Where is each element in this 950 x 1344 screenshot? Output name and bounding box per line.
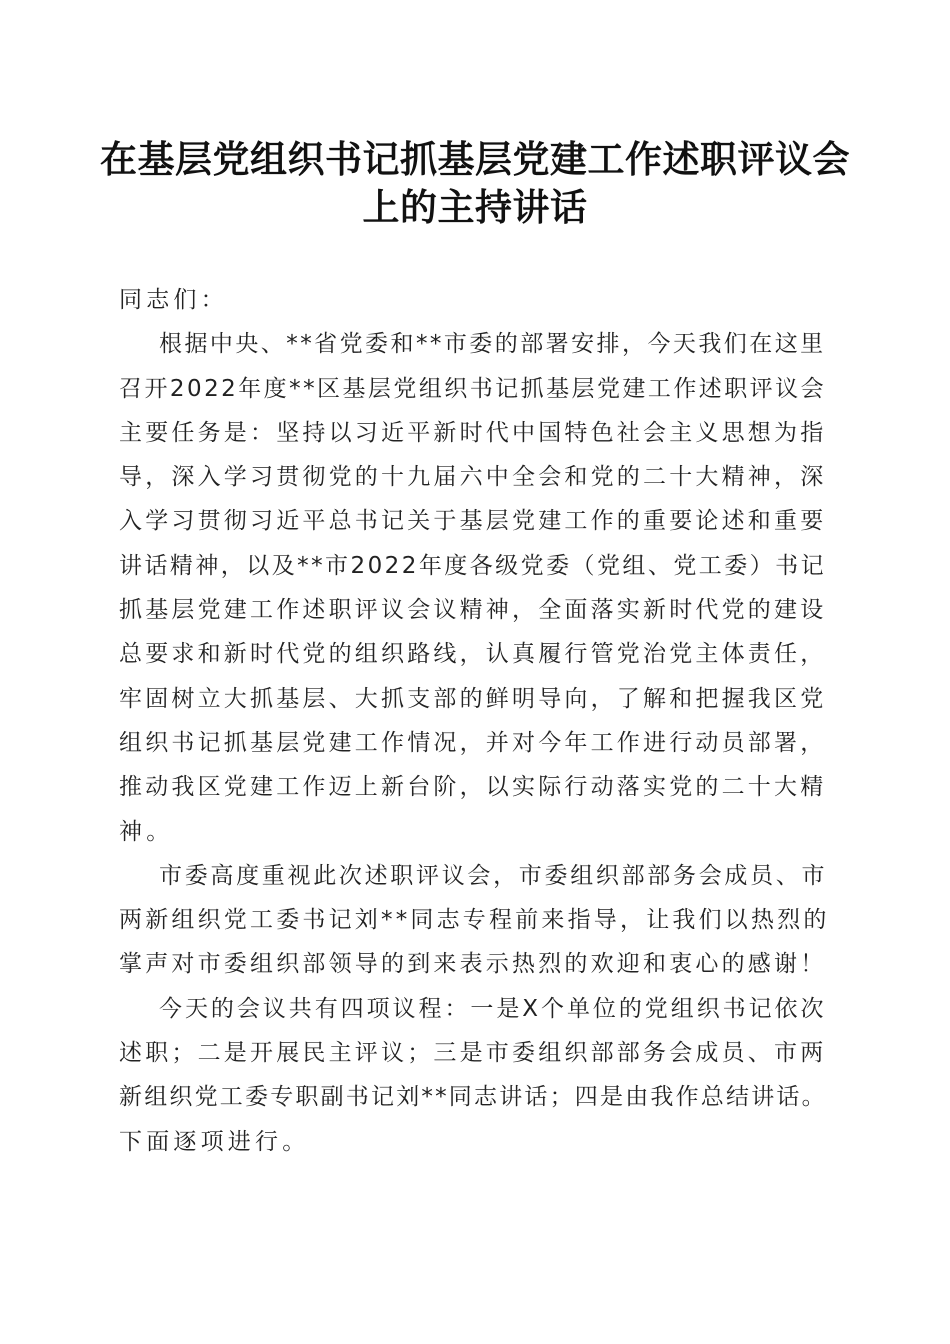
paragraph-line: 下面逐项进行。 bbox=[119, 1128, 310, 1155]
paragraph-line: 述职；二是开展民主评议；三是市委组织部部务会成员、市两 bbox=[119, 1040, 827, 1067]
paragraph-line: 神。 bbox=[119, 818, 174, 845]
paragraph-line: 讲话精神，以及**市2022年度各级党委（党组、党工委）书记 bbox=[119, 552, 827, 579]
paragraph-line: 今天的会议共有四项议程：一是X个单位的党组织书记依次 bbox=[159, 995, 827, 1022]
paragraph-line: 新组织党工委专职副书记刘**同志讲话；四是由我作总结讲话。 bbox=[119, 1084, 827, 1111]
paragraph-line: 组织书记抓基层党建工作情况，并对今年工作进行动员部署， bbox=[119, 729, 827, 756]
paragraph-2 bbox=[119, 854, 831, 987]
paragraph-line: 抓基层党建工作述职评议会议精神，全面落实新时代党的建设 bbox=[119, 597, 827, 624]
paragraph-line: 两新组织党工委书记刘**同志专程前来指导，让我们以热烈的 bbox=[119, 907, 830, 934]
salutation: 同志们： bbox=[119, 287, 228, 313]
paragraph-3 bbox=[119, 987, 831, 1164]
paragraph-line: 牢固树立大抓基层、大抓支部的鲜明导向，了解和把握我区党 bbox=[119, 685, 827, 712]
paragraph-line: 市委高度重视此次述职评议会，市委组织部部务会成员、市 bbox=[159, 862, 828, 889]
paragraph-line: 入学习贯彻习近平总书记关于基层党建工作的重要论述和重要 bbox=[119, 508, 827, 535]
paragraph-line: 召开2022年度**区基层党组织书记抓基层党建工作述职评议会 bbox=[119, 375, 827, 402]
title-line-2: 上的主持讲话 bbox=[362, 185, 588, 229]
document-body bbox=[119, 278, 831, 1164]
paragraph-line: 根据中央、**省党委和**市委的部署安排，今天我们在这里 bbox=[159, 331, 826, 358]
paragraph-line: 总要求和新时代党的组织路线，认真履行管党治党主体责任， bbox=[119, 641, 827, 668]
title-line-1: 在基层党组织书记抓基层党建工作述职评议会 bbox=[100, 137, 850, 181]
document-title bbox=[100, 135, 850, 231]
paragraph-line: 推动我区党建工作迈上新台阶，以实际行动落实党的二十大精 bbox=[119, 774, 827, 801]
paragraph-line: 主要任务是：坚持以习近平新时代中国特色社会主义思想为指 bbox=[119, 419, 827, 446]
paragraph-line: 掌声对市委组织部领导的到来表示热烈的欢迎和衷心的感谢！ bbox=[119, 951, 827, 978]
paragraph-1 bbox=[119, 322, 831, 854]
paragraph-line: 导，深入学习贯彻党的十九届六中全会和党的二十大精神，深 bbox=[119, 464, 827, 491]
